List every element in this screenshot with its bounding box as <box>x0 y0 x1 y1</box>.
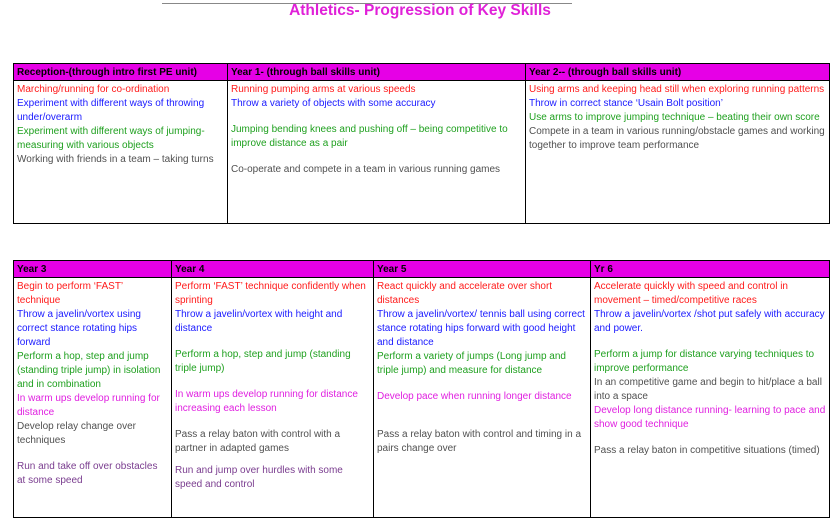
skill-item: Develop long distance running- learning to pace and show good technique <box>594 405 826 430</box>
skill-item: Pass a relay baton with control with a partner in adapted games <box>175 429 341 454</box>
skill-item: In an competitive game and begin to hit/place a ball into a space <box>594 377 822 402</box>
skill-item: Jumping bending knees and pushing off – being competitive to improve distance as a pair <box>231 124 508 149</box>
header-year6: Yr 6 <box>591 261 830 278</box>
header-year2: Year 2-- (through ball skills unit) <box>526 64 830 81</box>
key-stage-2-table <box>13 260 830 518</box>
skill-item: Use arms to improve jumping technique – beating their own score <box>529 112 820 123</box>
year1-cell <box>228 81 526 224</box>
table-row <box>14 81 830 224</box>
year3-cell <box>14 278 172 518</box>
skill-item: Run and jump over hurdles with some speed and control <box>175 465 343 490</box>
skill-item: Perform ‘FAST’ technique confidently when sprinting <box>175 281 366 306</box>
skill-item: Begin to perform ‘FAST’ technique <box>17 281 123 306</box>
table-header-row <box>14 64 830 81</box>
skill-item: Throw a javelin/vortex with height and distance <box>175 309 343 334</box>
header-year3: Year 3 <box>14 261 172 278</box>
year4-cell <box>172 278 374 518</box>
skill-item: In warm ups develop running for distance increasing each lesson <box>175 389 358 414</box>
header-reception: Reception-(through intro first PE unit) <box>14 64 228 81</box>
header-year1: Year 1- (through ball skills unit) <box>228 64 526 81</box>
skill-item: Develop pace when running longer distance <box>377 391 572 402</box>
table-row <box>14 278 830 518</box>
skill-item: Pass a relay baton in competitive situations (timed) <box>594 445 820 456</box>
year2-cell <box>526 81 830 224</box>
year5-cell <box>374 278 591 518</box>
skill-item: Throw a javelin/vortex using correct stance rotating hips forward <box>17 309 141 348</box>
skill-item: Experiment with different ways of throwing under/overarm <box>17 98 205 123</box>
skill-item: Perform a variety of jumps (Long jump and triple jump) and measure for distance <box>377 351 566 376</box>
skill-item: Throw a javelin/vortex/ tennis ball using correct stance rotating hips forward with good height and distance <box>377 309 585 348</box>
skill-item: React quickly and accelerate over short distances <box>377 281 553 306</box>
skill-item: Perform a jump for distance varying techniques to improve performance <box>594 349 815 374</box>
skill-item: Marching/running for co-ordination <box>17 84 170 95</box>
early-years-table <box>13 63 830 224</box>
skill-item: Perform a hop, step and jump (standing triple jump) <box>175 349 351 374</box>
skill-item: Pass a relay baton with control and timing in a pairs change over <box>377 429 581 454</box>
skill-item: Co-operate and compete in a team in various running games <box>231 164 501 175</box>
table-header-row <box>14 261 830 278</box>
skill-item: Perform a hop, step and jump (standing triple jump) in isolation and in combination <box>17 351 161 390</box>
year6-cell <box>591 278 830 518</box>
header-year5: Year 5 <box>374 261 591 278</box>
skill-item: Using arms and keeping head still when exploring running patterns <box>529 84 825 95</box>
skill-item: Experiment with different ways of jumping- measuring with various objects <box>17 126 205 151</box>
skill-item: Compete in a team in various running/obstacle games and working together to improve team performance <box>529 126 825 151</box>
skill-item: Throw in correct stance ‘Usain Bolt position’ <box>529 98 723 109</box>
page-title: Athletics- Progression of Key Skills <box>289 2 551 19</box>
skill-item: In warm ups develop running for distance <box>17 393 160 418</box>
skill-item: Develop relay change over techniques <box>17 421 136 446</box>
skill-item: Running pumping arms at various speeds <box>231 84 416 95</box>
skill-item: Throw a javelin/vortex /shot put safely with accuracy and power. <box>594 309 825 334</box>
reception-cell <box>14 81 228 224</box>
skill-item: Throw a variety of objects with some accuracy <box>231 98 436 109</box>
skill-item: Accelerate quickly with speed and control in movement – timed/competitive races <box>594 281 788 306</box>
skill-item: Working with friends in a team – taking turns <box>17 154 214 165</box>
skill-item: Run and take off over obstacles at some speed <box>17 461 158 486</box>
header-year4: Year 4 <box>172 261 374 278</box>
